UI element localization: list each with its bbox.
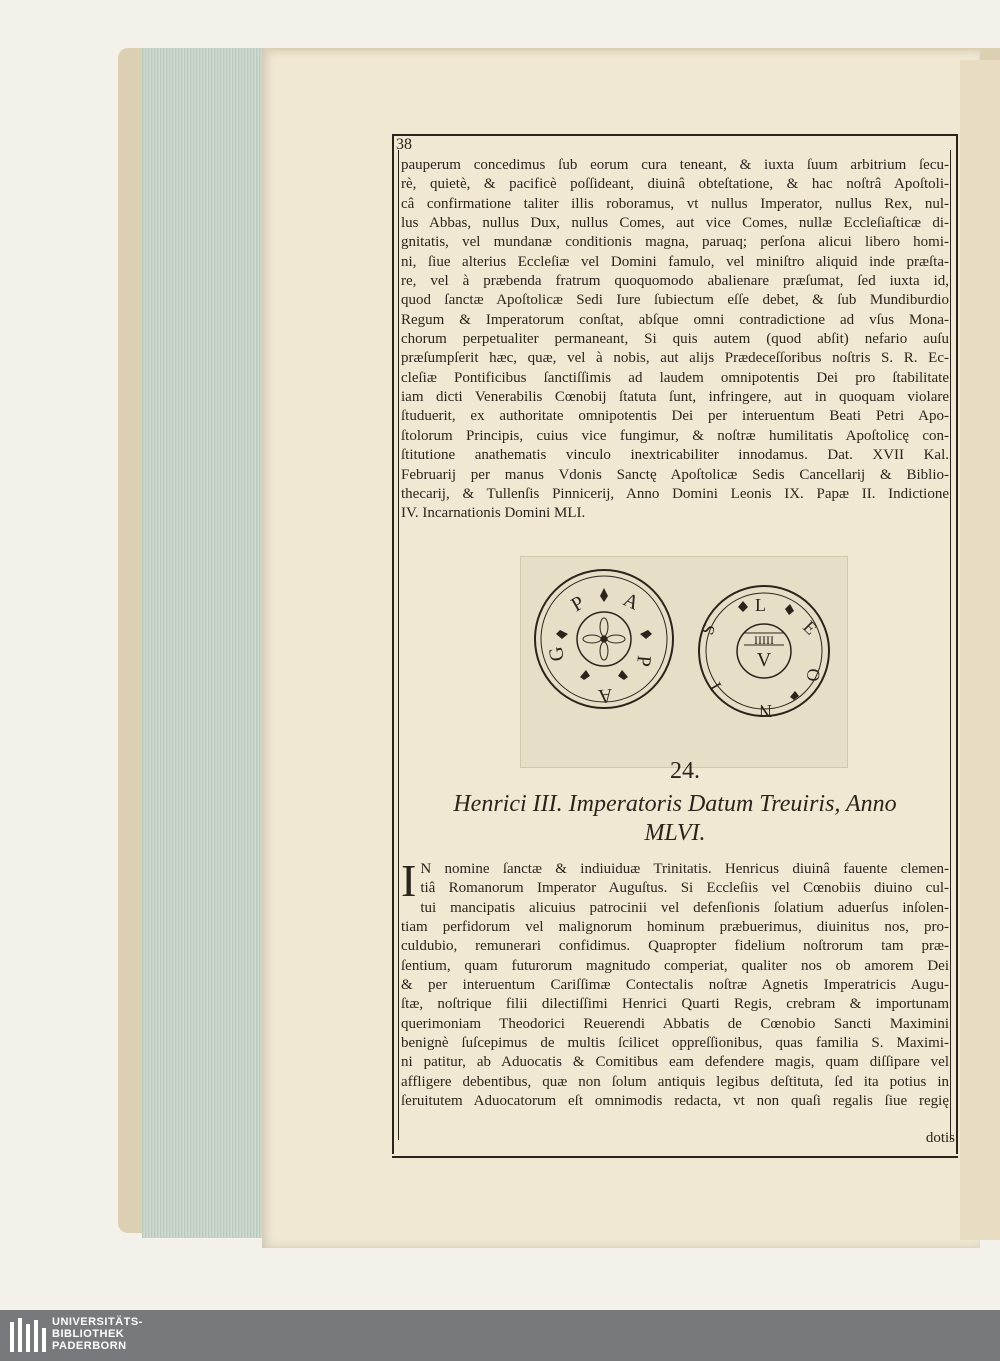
seal-letter: O: [802, 667, 824, 683]
text-line: ſtitutione anathematis vinculo inextricabiliter innodamus. Dat. XVII Kal.: [401, 447, 949, 464]
text-line: quod ſanctæ Apoſtolicæ Sedi Iure ſubiectum eſſe debet, & ſub Mundiburdio: [401, 292, 949, 309]
charter-number: 24.: [670, 758, 700, 784]
library-logo-text: [52, 1316, 143, 1352]
drop-cap-initial: I: [401, 855, 417, 906]
text-line: ſtolorum Principis, cuius vice fungimur, & noſtræ humilitatis Apoſtolicę con-: [401, 427, 949, 444]
logo-text-line: UNIVERSITÄTS-: [52, 1316, 143, 1328]
charter-heading-line: Henrici III. Imperatoris Datum Treuiris, Anno: [453, 791, 897, 817]
logo-text-line: PADERBORN: [52, 1340, 127, 1352]
seal-left: [535, 570, 673, 708]
seal-letter: S: [696, 621, 720, 638]
text-line: ſentium, quam futurorum magnitudo comperiat, qualiter nos ob amorem Dei: [401, 957, 949, 974]
text-line: iam dicti Venerabilis Cœnobij ſtatuta ſunt, infringere, aut in quoquam violare: [401, 389, 949, 406]
library-footer-bar: [0, 1310, 1000, 1361]
text-line: culdubio, remunerari confidimus. Quapropter fidelium noſtrorum tam præ-: [401, 938, 949, 955]
seal-center-text: IIIII: [754, 633, 774, 647]
text-line: & per interuentum Cariſſimæ Contectalis noſtræ Agnetis Imperatricis Augu-: [401, 977, 949, 994]
text-line: tiâ Romanorum Imperator Auguſtus. Si Eccleſiis vel Cœnobiis diuino cul-: [420, 880, 949, 897]
text-line: re, vel à præbenda fratrum quoquomodo abalienare præſumat, ſed iuxta id,: [401, 273, 949, 290]
seal-letter: N: [759, 701, 772, 721]
catchword: dotis: [925, 1130, 955, 1146]
page-number: 38: [396, 136, 412, 153]
seal-letter: I: [705, 678, 726, 694]
rosette-icon: [583, 618, 625, 660]
seal-letter: A: [597, 684, 614, 708]
text-line: querimoniam Theodorici Reuerendi Abbatis de Cœnobio Sancti Maximini: [401, 1015, 949, 1032]
text-line: benignè ſuſcepimus de multis ſcilicet oppreſſionibus, quas familia S. Maximi-: [401, 1035, 949, 1052]
text-line: Regum & Imperatorum conſtat, abſque omni contradictione ad vſus Mona-: [401, 311, 949, 328]
text-line: gnitatis, vel mundanæ conditionis magna, paruaq; perſona alicui libero homi-: [401, 234, 949, 251]
seal-letter: A: [619, 588, 643, 615]
charter-heading-line: MLVI.: [644, 820, 706, 846]
seal-letter: P: [567, 591, 589, 617]
text-line: pauperum concedimus ſub eorum cura teneant, & iuxta ſuum arbitrium ſecu-: [401, 157, 949, 173]
logo-text-line: BIBLIOTHEK: [52, 1328, 125, 1340]
text-line: ni patitur, ab Aduocatis & Comitibus eam defendere magis, quam diſſipare vel: [401, 1054, 949, 1071]
text-line: cleſiæ Pontificibus ſanctiſſimis ad laudem omnipotentis Dei pro ſtabilitate: [401, 369, 949, 386]
text-line: ni, ſiue alterius Eccleſiæ vel Domini famulo, vel miniſtro aliquid inde præſta-: [401, 253, 949, 270]
lower-text-block: [401, 855, 949, 1111]
seal-right: [697, 586, 829, 721]
text-line: præſumpſerit hæc, quæ, vel à nobis, aut alijs Prædeceſſoribus noſtris S. R. Ec-: [401, 350, 949, 367]
text-line: affligere debentibus, quæ non ſolum antiquis legibus deſtituta, ſed ita potius in: [401, 1073, 949, 1090]
seal-letter: G: [544, 644, 569, 663]
text-line: ſtæ, noſtrique filii dilectiſſimi Henrici Quarti Regis, crebram & importunam: [401, 996, 949, 1013]
text-line: tiam perfidorum vel malignorum hominum præbuerimus, diuinitus nos, pro-: [401, 919, 949, 936]
text-line: tui mancipatis alicuius patrocinii vel defenſionis ſolatium aduerſus inſolen-: [420, 899, 949, 916]
seal-letter: P: [632, 654, 655, 668]
text-line: IV. Incarnationis Domini MLI.: [401, 505, 586, 522]
text-line: chorum perpetualiter permaneant, Si quis autem (quod abſit) nefario auſu: [401, 331, 949, 348]
text-line: ſtuduerit, ex authoritate omnipotentis Dei per interuentum Beati Petri Apo-: [401, 408, 949, 425]
text-line: lus Abbas, nullus Dux, nullus Comes, aut vice Comes, nullæ Eccleſiaſticæ di-: [401, 215, 949, 232]
text-line: rè, quietè, & pacificè poſſideant, diuinâ obteſtatione, & hac noſtrâ Apoſtoli-: [401, 176, 949, 193]
seal-letter: E: [799, 616, 822, 639]
library-logo-icon: [8, 1316, 48, 1356]
charter-heading: [401, 790, 949, 848]
text-line: N nomine ſanctæ & indiuiduæ Trinitatis. Henricus diuinâ fauente clemen-: [420, 861, 949, 877]
text-line: Februarij per manus Vdonis Sanctę Apoſtolicæ Sedis Cancellarij & Biblio-: [401, 466, 949, 483]
text-line: ſeruitutem Aduocatorum eſt omnimodis redacta, vt non quaſi regalis ſiue regię: [401, 1093, 949, 1110]
seal-letter: L: [755, 595, 766, 615]
text-line: thecarij, & Tullenſis Pinnicerij, Anno Domini Leonis IX. Papæ II. Indictione: [401, 485, 949, 502]
seal-center-text: V: [756, 649, 772, 671]
text-line: câ confirmatione taliter illis roboramus, vt nullus Imperator, nullus Rex, nul-: [401, 195, 949, 212]
